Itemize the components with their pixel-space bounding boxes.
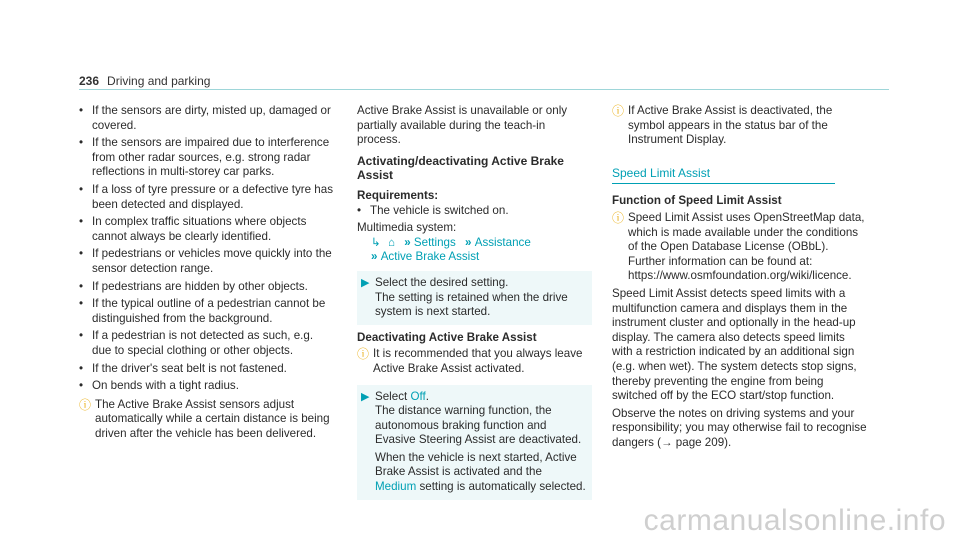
step-arrow-icon: ▶: [361, 390, 370, 403]
step-text: Select the desired setting.: [375, 275, 509, 289]
section-heading: Activating/deactivating Active Brake Assist: [357, 153, 564, 183]
step-select-off: [357, 385, 592, 500]
menu-path-settings: Settings: [413, 235, 456, 249]
list-item: • On bends with a tight radius.: [79, 379, 334, 394]
double-chevron-icon: »: [404, 235, 411, 249]
list-item: • If the typical outline of a pedestrian cannot be distinguished from the background.: [79, 297, 334, 326]
list-item: • If pedestrians or vehicles move quickly into the sensor detection range.: [79, 247, 334, 276]
list-item: • The vehicle is switched on.: [357, 204, 592, 219]
watermark: carmanualsonline.info: [643, 504, 946, 537]
deactivated-symbol-note-text: If Active Brake Assist is deactivated, the symbol appears in the status bar of the Instrument Display.: [628, 104, 833, 147]
page-number: 236: [79, 74, 100, 88]
deactivating-note: [357, 347, 592, 376]
column-3: [612, 104, 867, 450]
info-icon: ⓘ: [612, 104, 625, 118]
list-item: • If the sensors are dirty, misted up, damaged or covered.: [79, 104, 334, 133]
deactivated-symbol-note: [612, 104, 867, 148]
column-1: [79, 104, 334, 441]
speed-limit-description: Speed Limit Assist detects speed limits with a multifunction camera and displays them in the instrument cluster and optionally in the head-up display. The camera also detects speed limits with a restriction indicated by an additional sign (e.g. when wet). The system detects stop signs, thereby preventing the engine from being switched off by the ECO start/stop function.: [612, 286, 857, 403]
menu-path-active-brake-assist: Active Brake Assist: [380, 250, 480, 264]
info-icon: ⓘ: [612, 210, 625, 225]
sensor-note-text: The Active Brake Assist sensors adjust automatically while a certain distance is being driven after the vehicle has been delivered.: [95, 397, 330, 440]
openstreetmap-note-text: Speed Limit Assist uses OpenStreetMap data, which is made available under the conditions of the Open Database License (OBbL). Further information can be found at: https://www.osmfoundation.org/wiki/licence.: [628, 210, 865, 283]
requirements-heading: Requirements:: [357, 188, 439, 202]
off-option: Off: [410, 389, 426, 403]
column-2: [357, 104, 592, 500]
list-item: • If pedestrians are hidden by other objects.: [79, 280, 334, 295]
page-header: [79, 74, 210, 89]
requirements-list: [357, 204, 592, 219]
double-chevron-icon: »: [371, 250, 378, 264]
step-select-setting: [357, 271, 592, 325]
double-chevron-icon: »: [465, 235, 472, 249]
list-item: • If the sensors are impaired due to interference from other radar sources, e.g. strong radar reflections in multi-storey car parks.: [79, 136, 334, 180]
list-item: • If a pedestrian is not detected as such, e.g. due to special clothing or other objects.: [79, 329, 334, 358]
menu-path: [371, 236, 592, 265]
list-item: • If a loss of tyre pressure or a defective tyre has been detected and displayed.: [79, 183, 334, 212]
speed-limit-assist-title: Speed Limit Assist: [612, 166, 835, 185]
page-reference-link[interactable]: → page 209: [660, 435, 725, 449]
function-heading: Function of Speed Limit Assist: [612, 194, 782, 208]
info-icon: ⓘ: [357, 347, 370, 362]
step-detail: The setting is retained when the drive system is next started.: [375, 290, 568, 319]
step-text: Select Off.: [375, 389, 429, 403]
info-icon: ⓘ: [79, 397, 92, 412]
multimedia-label: Multimedia system:: [357, 221, 457, 235]
list-item: • In complex traffic situations where objects cannot always be clearly identified.: [79, 215, 334, 244]
medium-option: Medium: [375, 480, 417, 494]
deactivating-heading: Deactivating Active Brake Assist: [357, 330, 537, 344]
list-item: • If the driver's seat belt is not fastened.: [79, 362, 334, 377]
step-detail-more: When the vehicle is next started, Active Brake Assist is activated and the Medium setting is automatically selected.: [375, 450, 586, 494]
sensor-note: [79, 398, 334, 442]
openstreetmap-note: [612, 211, 867, 284]
teach-in-text: Active Brake Assist is unavailable or only partially available during the teach-in process.: [357, 104, 568, 147]
step-detail: The distance warning function, the autonomous braking function and Evasive Steering Assist are deactivated.: [375, 404, 582, 447]
limitations-list: [79, 104, 334, 394]
step-arrow-icon: ▶: [361, 276, 370, 289]
responsibility-note: Observe the notes on driving systems and your responsibility; you may otherwise fail to recognise dangers (→ page 209).: [612, 406, 867, 449]
menu-path-assistance: Assistance: [474, 235, 531, 249]
menu-path-arrow-icon: ↳: [371, 235, 381, 249]
home-icon: ⌂: [387, 235, 395, 249]
page-header-title: Driving and parking: [107, 74, 211, 88]
header-divider: [79, 89, 889, 90]
deactivating-note-text: It is recommended that you always leave Active Brake Assist activated.: [373, 347, 583, 375]
